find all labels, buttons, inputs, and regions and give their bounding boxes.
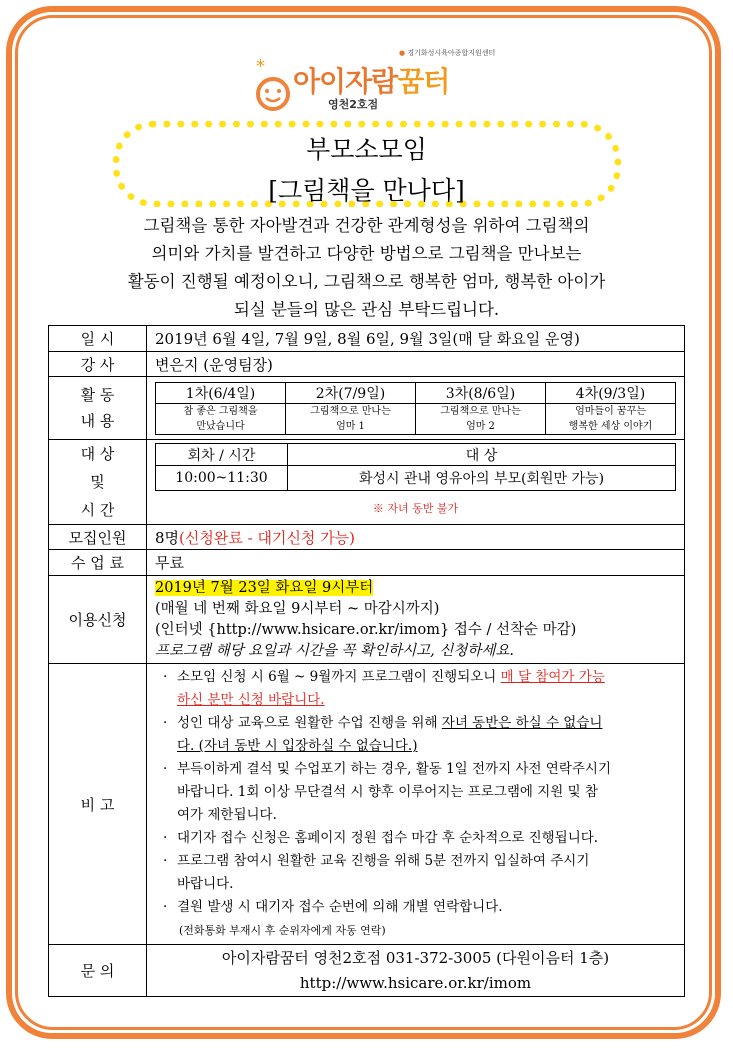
contact-label: 문 의 [49,945,147,997]
logo [253,48,496,118]
apply-start: 2019년 7월 23일 화요일 9시부터 [155,579,374,596]
apply-online: (인터넷 {http://www.hsicare.or.kr/imom} 접수 / 선착순 마감) [155,621,577,638]
page-title: 부모소모임 [306,135,427,164]
remarks-label: 비 고 [49,664,147,945]
contact-url[interactable]: http://www.hsicare.or.kr/imom [299,973,532,992]
intro-line: 되실 분들의 많은 관심 부탁드립니다. [233,300,500,319]
intro-paragraph [60,212,673,324]
center-name: ● 경기화성시육아종합지원센터 [399,49,496,57]
row-activity [49,377,685,440]
row-contact [49,945,685,997]
row-instructor [49,352,685,377]
schedule-table [155,443,676,491]
intro-line: 활동이 진행될 예정이오니, 그림책으로 행복한 엄마, 행복한 아이가 [127,272,606,291]
activity-label-l1: 활 동 [80,386,115,404]
session-table [155,382,676,435]
remark-item: · 프로그램 참여시 원활한 교육 진행을 위해 5분 전까지 입실하여 주시기 바랍니다. [163,853,590,892]
schedule-time: 10:00~11:30 [156,466,288,491]
fee-label: 수 업 료 [49,550,147,576]
target-label [49,440,147,525]
recruit-value: 8명(신청완료 - 대기신청 가능) [147,525,685,550]
info-table [48,325,685,997]
target-label-l1: 대 상 [80,445,115,463]
remarks-cell [147,664,685,945]
target-label-l2: 및 [90,473,105,491]
schedule-col-header: 회차 / 시간 [156,444,288,466]
row-target [49,440,685,525]
session-title: 그림책으로 만나는 엄마 1 [286,403,416,434]
date-value: 2019년 6월 4일, 7월 9일, 8월 6일, 9월 3일(매 달 화요일 운영) [147,326,685,352]
logo-child-icon [253,58,293,114]
page-subtitle: [그림책을 만나다] [268,176,465,205]
schedule-col-header: 대 상 [288,444,676,466]
instructor-value: 변은지 (운영팀장) [147,352,685,377]
apply-cell [147,576,685,664]
logo-wordmark: 아이자람꿈터 [293,65,450,98]
row-fee [49,550,685,576]
remark-item: · 부득이하게 결석 및 수업포기 하는 경우, 활동 1일 전까지 사전 연락주시기 바랍니다. 1회 이상 무단결석 시 향후 이루어지는 프로그램에 지원 및 참 여가 제한됩니다. [163,761,611,823]
session-title: 엄마들이 꿈꾸는 행복한 세상 이야기 [546,403,676,434]
instructor-label: 강 사 [49,352,147,377]
schedule-target: 화성시 관내 영유아의 부모(회원만 가능) [288,466,676,491]
remark-item: · 결원 발생 시 대기자 접수 순번에 의해 개별 연락합니다. [163,899,503,915]
apply-reminder: 프로그램 해당 요일과 시간을 꼭 확인하시고, 신청하세요. [155,642,515,659]
target-label-l3: 시 간 [80,501,115,519]
activity-label [49,377,147,440]
session-round: 1차(6/4일) [156,382,286,403]
row-recruit [49,525,685,550]
remark-item: · 대기자 접수 신청은 홈페이지 정원 접수 마감 후 순차적으로 진행됩니다. [163,830,599,846]
row-remarks [49,664,685,945]
row-apply [49,576,685,664]
fee-value: 무료 [147,550,685,576]
row-date [49,326,685,352]
remark-item: · 소모임 신청 시 6월 ~ 9월까지 프로그램이 진행되오니 매 달 참여가 가능 하신 분만 신청 바랍니다. [163,669,605,708]
activity-label-l2: 내 용 [80,412,115,430]
session-round: 3차(8/6일) [416,382,546,403]
no-children-note: ※ 자녀 동반 불가 [372,502,459,515]
apply-label: 이용신청 [49,576,147,664]
contact-info: 아이자람꿈터 영천2호점 031-372-3005 (다원이음터 1층) [221,948,610,967]
session-round: 4차(9/3일) [546,382,676,403]
target-cell [147,440,685,525]
svg-text:*: * [256,58,265,77]
session-round: 2차(7/9일) [286,382,416,403]
date-label: 일 시 [49,326,147,352]
contact-cell [147,945,685,997]
logo-branch: 영천2호점 [328,98,379,111]
recruit-label: 모집인원 [49,525,147,550]
session-title: 참 좋은 그림책을 만났습니다 [156,403,286,434]
remark-subnote: (전화통화 부재시 후 순위자에게 자동 연락) [179,924,386,937]
intro-line: 의미와 가치를 발견하고 다양한 방법으로 그림책을 만나보는 [151,244,582,263]
recruit-status: (신청완료 - 대기신청 가능) [179,528,356,547]
activity-cell [147,377,685,440]
intro-line: 그림책을 통한 자아발견과 건강한 관계형성을 위하여 그림책의 [143,216,590,235]
remark-item: · 성인 대상 교육으로 원활한 수업 진행을 위해 자녀 동반은 하실 수 없습니 다. (자녀 동반 시 입장하실 수 없습니다.) [163,715,603,754]
apply-period: (매월 네 번째 화요일 9시부터 ~ 마감시까지) [155,600,440,617]
session-title: 그림책으로 만나는 엄마 2 [416,403,546,434]
